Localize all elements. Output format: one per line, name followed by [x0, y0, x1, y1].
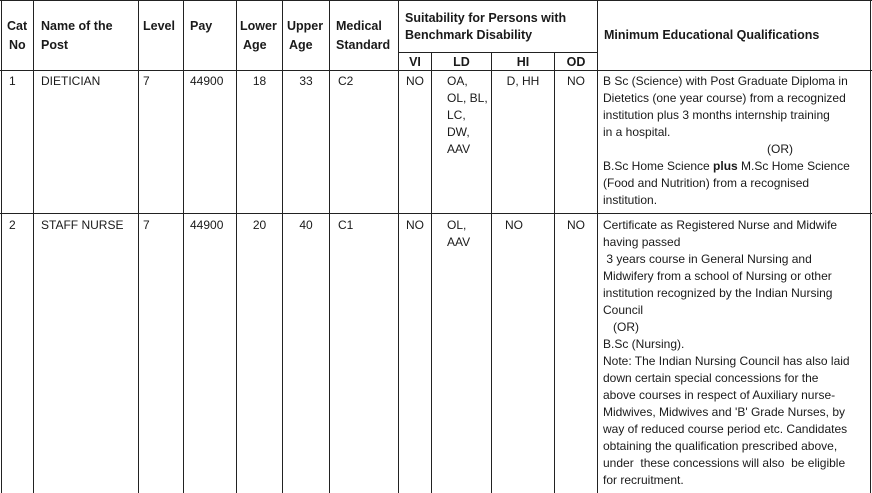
col-border	[870, 0, 871, 493]
row1-qual-text: M.Sc Home Science	[737, 159, 850, 173]
header-post-line2: Post	[41, 38, 69, 52]
row2-od: NO	[567, 218, 585, 232]
row1-qual-or: (OR)	[767, 142, 793, 156]
row2-ld-line: AAV	[447, 235, 471, 249]
row2-qualifications	[603, 217, 865, 489]
row1-ld-line: AAV	[447, 142, 471, 156]
row2-qual-line: having passed	[603, 235, 681, 249]
row1-post: DIETICIAN	[41, 74, 101, 88]
header-hi: HI	[516, 55, 530, 69]
header-cat-no-line2: No	[9, 38, 26, 52]
col-border	[491, 52, 492, 493]
row2-hi: NO	[505, 218, 523, 232]
row1-cat: 1	[9, 74, 16, 88]
row2-qual-line: B.Sc (Nursing).	[603, 337, 685, 351]
row1-qual-line: (Food and Nutrition) from a recognised	[603, 176, 810, 190]
row1-qual-line: Dietetics (one year course) from a recognized	[603, 91, 846, 105]
row1-ld	[447, 73, 488, 158]
header-lower-age-line2: Age	[243, 38, 267, 52]
row-divider	[0, 213, 872, 214]
row1-qual-text: B.Sc Home Science	[603, 159, 714, 173]
header-level: Level	[143, 19, 175, 33]
row2-post: STAFF NURSE	[41, 218, 124, 232]
col-border	[183, 0, 184, 493]
row2-qual-line: Council	[603, 303, 644, 317]
row2-qual-line: Certificate as Registered Nurse and Midwife	[603, 218, 838, 232]
row2-qual-line: 3 years course in General Nursing and	[603, 252, 812, 266]
header-upper-age-line1: Upper	[287, 19, 324, 33]
row1-vi: NO	[406, 74, 424, 88]
header-upper-age-line2: Age	[289, 38, 313, 52]
row2-cat: 2	[9, 218, 16, 232]
row1-qual-line: B Sc (Science) with Post Graduate Diploma in	[603, 74, 848, 88]
header-lower-age-line1: Lower	[240, 19, 277, 33]
col-border	[597, 0, 598, 493]
header-suitability-line2: Benchmark Disability	[405, 28, 533, 42]
row2-qual-line: for recruitment.	[603, 473, 684, 487]
row2-vi: NO	[406, 218, 424, 232]
row2-qual-line: Midwives, Midwives and 'B' Grade Nurses, by	[603, 405, 845, 419]
row1-medical: C2	[338, 74, 354, 88]
header-od: OD	[566, 55, 586, 69]
row1-upper-age: 33	[299, 74, 313, 88]
header-vi: VI	[409, 55, 421, 69]
row2-qual-line: under these concessions will also be eligible	[603, 456, 846, 470]
subheader-divider	[398, 52, 597, 53]
row2-ld-line: OL,	[447, 218, 467, 232]
row1-qualifications	[603, 73, 865, 209]
row1-qual-line	[603, 158, 865, 175]
row2-medical: C1	[338, 218, 354, 232]
row1-hi: D, HH	[506, 74, 540, 88]
header-pay: Pay	[190, 19, 213, 33]
row1-ld-line: OA,	[447, 74, 468, 88]
header-medical-line2: Standard	[336, 38, 391, 52]
header-suitability-line1: Suitability for Persons with	[405, 11, 567, 25]
row2-pay: 44900	[190, 218, 224, 232]
row1-ld-line: OL, BL,	[447, 91, 488, 105]
row1-od: NO	[567, 74, 585, 88]
row1-lower-age: 18	[252, 74, 267, 88]
row1-ld-line: DW,	[447, 125, 470, 139]
row2-qual-line: obtaining the qualification prescribed above,	[603, 439, 838, 453]
row2-qual-line: Note: The Indian Nursing Council has also laid	[603, 354, 850, 368]
col-border	[431, 52, 432, 493]
col-border	[329, 0, 330, 493]
row2-qual-line: institution recognized by the Indian Nursing	[603, 286, 833, 300]
row1-qual-line: institution plus 3 months internship training	[603, 108, 830, 122]
row2-upper-age: 40	[299, 218, 313, 232]
row1-qual-line: in a hospital.	[603, 125, 671, 139]
row2-qual-line: Midwifery from a school of Nursing or other	[603, 269, 832, 283]
header-post-line1: Name of the	[41, 19, 113, 33]
row2-level: 7	[143, 218, 150, 232]
row2-qual-line: down certain special concessions for the	[603, 371, 819, 385]
row2-qual-line: way of reduced course period etc. Candidates	[603, 422, 848, 436]
row2-qual-line: above courses in respect of Auxiliary nurse-	[603, 388, 836, 402]
col-border	[138, 0, 139, 493]
row1-qual-plus: plus	[713, 159, 738, 173]
row1-ld-line: LC,	[447, 108, 466, 122]
header-medical-line1: Medical	[336, 19, 382, 33]
header-ld: LD	[453, 55, 470, 69]
row2-qual-or: (OR)	[603, 320, 639, 334]
table-top-border	[0, 0, 872, 1]
col-border	[1, 0, 2, 493]
header-cat-no-line1: Cat	[7, 19, 28, 33]
row2-lower-age: 20	[252, 218, 267, 232]
col-border	[554, 52, 555, 493]
row1-qual-line: institution.	[603, 193, 658, 207]
row1-level: 7	[143, 74, 150, 88]
header-qualifications: Minimum Educational Qualifications	[604, 28, 820, 42]
row1-pay: 44900	[190, 74, 224, 88]
row2-ld	[447, 217, 470, 251]
col-border	[33, 0, 34, 493]
